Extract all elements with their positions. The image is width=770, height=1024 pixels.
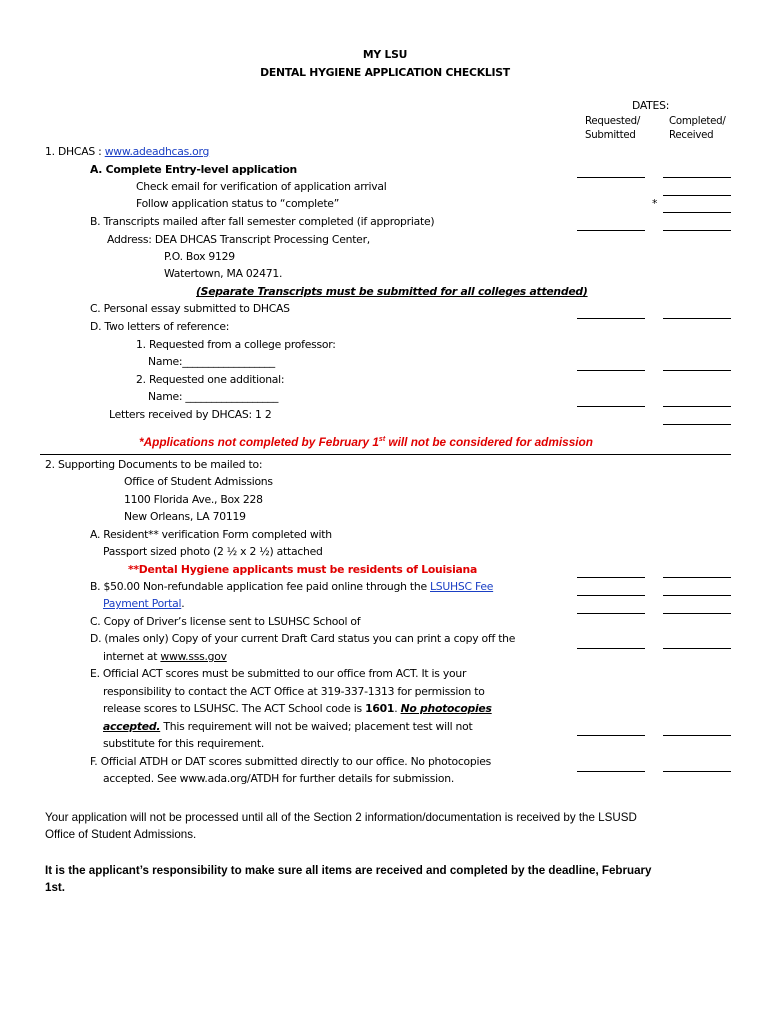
item-1c: C. Personal essay submitted to DHCAS <box>90 302 290 315</box>
deadline-warning-sup: st <box>378 436 386 443</box>
item-2e-line1: E. Official ACT scores must be submitted to our office from ACT. It is your <box>90 667 467 680</box>
item-1a: A. Complete Entry-level application <box>90 163 297 176</box>
date-line-2c-requested[interactable] <box>577 613 645 614</box>
fee-portal-link-cont[interactable]: Payment Portal <box>103 597 182 610</box>
date-line-1b-requested[interactable] <box>577 230 645 231</box>
deadline-warning-text: *Applications not completed by February 1 <box>139 434 379 449</box>
accepted-note: accepted. <box>103 720 161 733</box>
letters-received: Letters received by DHCAS: 1 2 <box>109 408 272 421</box>
date-line-2b-requested[interactable] <box>577 595 645 596</box>
col-completed-label: Completed/ <box>669 116 726 127</box>
item-2f-line1: F. Official ATDH or DAT scores submitted directly to our office. No photocopies <box>90 755 492 768</box>
item-2b-text: B. $50.00 Non-refundable application fee paid online through the <box>90 580 431 593</box>
item-2d-line1: D. (males only) Copy of your current Draft Card status you can print a copy off the <box>90 632 516 645</box>
section2-heading: 2. Supporting Documents to be mailed to: <box>45 458 263 471</box>
date-line-2b-completed[interactable] <box>663 595 731 596</box>
item-2e-line2: responsibility to contact the ACT Office at 319-337-1313 for permission to <box>103 685 485 698</box>
item-1d-sub1: 1. Requested from a college professor: <box>136 338 336 351</box>
no-photocopies-note: No photocopies <box>400 702 492 715</box>
address-line2: P.O. Box 9129 <box>164 250 235 263</box>
date-line-1a-completed[interactable] <box>663 177 731 178</box>
item-2e-sep: . <box>394 702 401 715</box>
item-2f-line2: accepted. See www.ada.org/ATDH for further details for submission. <box>103 772 455 785</box>
item-1a-sub1: Check email for verification of application arrival <box>136 180 387 193</box>
col-submitted-label: Submitted <box>585 130 636 141</box>
item-2e-text2: This requirement will not be waived; placement test will not <box>160 720 473 733</box>
date-line-2f-completed[interactable] <box>663 771 731 772</box>
date-line-2f-requested[interactable] <box>577 771 645 772</box>
item-2e-text: release scores to LSUHSC. The ACT School code is <box>103 702 366 715</box>
office-line3: New Orleans, LA 70119 <box>124 510 246 523</box>
doc-title-line2: DENTAL HYGIENE APPLICATION CHECKLIST <box>260 66 510 79</box>
date-line-2c-completed[interactable] <box>663 613 731 614</box>
deadline-warning-text-end: will not be considered for admission <box>385 434 593 449</box>
act-school-code: 1601 <box>365 702 395 715</box>
date-line-2e-requested[interactable] <box>577 735 645 736</box>
item-2e-line5: substitute for this requirement. <box>103 737 265 750</box>
date-line-1d1-completed[interactable] <box>663 370 731 371</box>
item-2b-period: . <box>181 597 185 610</box>
date-line-1c-completed[interactable] <box>663 318 731 319</box>
date-line-2d-requested[interactable] <box>577 648 645 649</box>
doc-title-line1: MY LSU <box>362 48 408 61</box>
footer-paragraph2-line1: It is the applicant’s responsibility to make sure all items are received and completed by the deadline, February <box>45 864 652 877</box>
section1-heading <box>45 145 209 159</box>
section-divider <box>40 454 731 455</box>
dhcas-link[interactable]: www.adeadhcas.org <box>104 145 210 158</box>
date-line-1c-requested[interactable] <box>577 318 645 319</box>
footer-paragraph1-line1: Your application will not be processed until all of the Section 2 information/documentation is received by the LSUSD <box>45 811 637 824</box>
dates-header: DATES: <box>632 99 670 112</box>
sss-link[interactable]: www.sss.gov <box>160 650 227 663</box>
item-2e-line3 <box>103 702 492 716</box>
date-line-1d1-requested[interactable] <box>577 370 645 371</box>
date-line-1a-requested[interactable] <box>577 177 645 178</box>
footer-paragraph2-line2: 1st. <box>45 881 65 894</box>
date-line-1d2-requested[interactable] <box>577 406 645 407</box>
section1-number: 1. DHCAS : <box>45 145 105 158</box>
fee-portal-link[interactable]: LSUHSC Fee <box>430 580 494 593</box>
address-line1: Address: DEA DHCAS Transcript Processing Center, <box>107 233 370 246</box>
item-1d-sub1-name: Name:__________________ <box>148 355 275 368</box>
date-line-1a2-completed[interactable] <box>663 212 731 213</box>
date-line-1b-completed[interactable] <box>663 230 731 231</box>
office-line1: Office of Student Admissions <box>124 475 273 488</box>
item-2a-line1: A. Resident** verification Form completed with <box>90 528 332 541</box>
date-line-2a-completed[interactable] <box>663 577 731 578</box>
item-2a-line2: Passport sized photo (2 ½ x 2 ½) attached <box>103 545 323 558</box>
item-1a-sub2: Follow application status to “complete” <box>136 197 340 210</box>
deadline-warning <box>139 433 593 449</box>
item-2b-line2 <box>103 597 184 611</box>
item-2b-line1 <box>90 580 493 594</box>
address-line3: Watertown, MA 02471. <box>164 267 283 280</box>
residency-note: **Dental Hygiene applicants must be residents of Louisiana <box>128 563 478 576</box>
col-requested-label: Requested/ <box>585 116 641 127</box>
asterisk-mark: * <box>652 197 658 210</box>
office-line2: 1100 Florida Ave., Box 228 <box>124 493 263 506</box>
date-line-1a1-completed[interactable] <box>663 195 731 196</box>
date-line-2a-requested[interactable] <box>577 577 645 578</box>
item-1d: D. Two letters of reference: <box>90 320 230 333</box>
item-2d-text: internet at <box>103 650 161 663</box>
col-received-label: Received <box>669 130 714 141</box>
item-2e-line4 <box>103 720 472 734</box>
item-1d-sub2-name: Name: __________________ <box>148 390 279 403</box>
transcripts-note: (Separate Transcripts must be submitted for all colleges attended) <box>196 285 588 298</box>
item-2d-line2 <box>103 650 227 664</box>
item-1d-sub2: 2. Requested one additional: <box>136 373 285 386</box>
date-line-2d-completed[interactable] <box>663 648 731 649</box>
date-line-2e-completed[interactable] <box>663 735 731 736</box>
footer-paragraph1-line2: Office of Student Admissions. <box>45 828 197 841</box>
date-line-1d3-completed[interactable] <box>663 424 731 425</box>
item-1b: B. Transcripts mailed after fall semester completed (if appropriate) <box>90 215 435 228</box>
date-line-1d2-completed[interactable] <box>663 406 731 407</box>
item-2c: C. Copy of Driver’s license sent to LSUHSC School of <box>90 615 361 628</box>
